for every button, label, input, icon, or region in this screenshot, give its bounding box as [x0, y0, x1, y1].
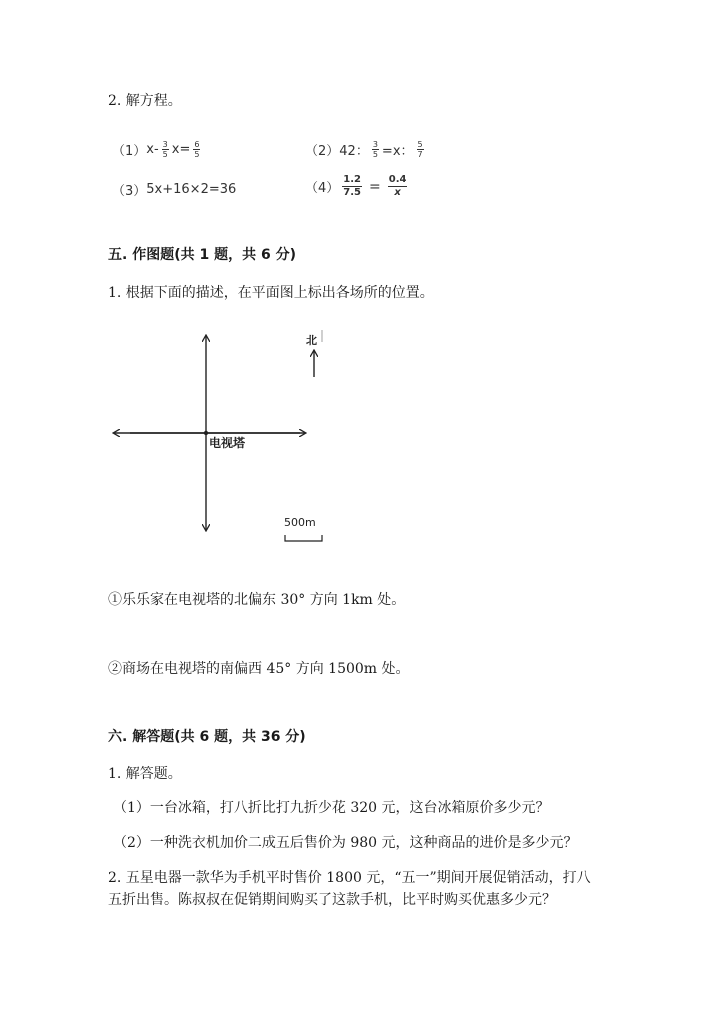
section-5-question-1: 1. 根据下面的描述，在平面图上标出各场所的位置。: [108, 285, 434, 301]
fraction-numerator: 6: [194, 140, 200, 149]
tv-tower-point: [204, 431, 208, 435]
fraction-numerator: 0.4: [388, 174, 407, 185]
fraction-denominator: 5: [372, 150, 378, 159]
equation-2-fraction-2: [417, 140, 424, 159]
fraction-denominator: 5: [194, 150, 200, 159]
fraction-denominator: 5: [162, 150, 168, 159]
section-5-heading: 五. 作图题(共 1 题，共 6 分): [108, 247, 296, 263]
equation-2: [305, 140, 427, 159]
fraction-numerator: 5: [417, 140, 423, 149]
scale-bar: [285, 535, 322, 541]
equation-4-fraction-1: [342, 174, 362, 199]
equation-4-label: （4）: [305, 181, 340, 196]
section-6-question-2-line-2: 五折出售。陈叔叔在促销期间购买了这款手机，比平时购买优惠多少元？: [108, 892, 556, 908]
equation-2-term-a: 42：: [339, 144, 369, 159]
section-6-question-1-sub-2: （2）一种洗衣机加价二成五后售价为 980 元，这种商品的进价是多少元？: [113, 835, 578, 851]
equation-1-term-b: x=: [171, 142, 191, 157]
tv-tower-label: 电视塔: [209, 436, 246, 450]
equation-2-term-b: =x：: [381, 144, 414, 159]
equation-4-equals: =: [369, 178, 381, 195]
equation-4: [305, 174, 410, 199]
section-6-question-1-sub-1: （1）一台冰箱，打八折比打九折少花 320 元，这台冰箱原价多少元？: [113, 800, 550, 816]
equation-3-text: 5x+16×2=36: [146, 182, 237, 197]
fraction-numerator: 3: [372, 140, 378, 149]
equation-2-fraction-1: [372, 140, 379, 159]
scale-label: 500m: [284, 516, 316, 529]
equation-4-fraction-2: [388, 174, 408, 199]
equation-1-label: （1）: [112, 144, 147, 159]
fraction-denominator: 7.5: [343, 187, 361, 198]
section-6-question-1: 1. 解答题。: [108, 766, 182, 782]
section-5-item-2: ②商场在电视塔的南偏西 45° 方向 1500m 处。: [108, 661, 410, 677]
fraction-numerator: 3: [162, 140, 168, 149]
north-label: 北: [306, 334, 317, 347]
fraction-denominator: 7: [417, 150, 423, 159]
section-6-heading: 六. 解答题(共 6 题，共 36 分): [108, 729, 306, 745]
map-diagram: [100, 320, 360, 550]
fraction-numerator: 1.2: [343, 174, 361, 185]
section-6-question-2-line-1: 2. 五星电器一款华为手机平时售价 1800 元，“五一”期间开展促销活动，打八: [108, 870, 591, 886]
equation-1-term-a: x-: [146, 142, 159, 157]
equation-2-label: （2）: [305, 144, 340, 159]
equation-1-fraction-2: [193, 140, 200, 159]
equation-3-label: （3）: [112, 184, 147, 199]
equation-3: [112, 180, 236, 199]
equation-1: [112, 140, 203, 159]
question-2-title: 2. 解方程。: [108, 93, 182, 109]
fraction-denominator: x: [394, 187, 401, 198]
equation-1-fraction-1: [162, 140, 169, 159]
section-5-item-1: ①乐乐家在电视塔的北偏东 30° 方向 1km 处。: [108, 592, 406, 608]
